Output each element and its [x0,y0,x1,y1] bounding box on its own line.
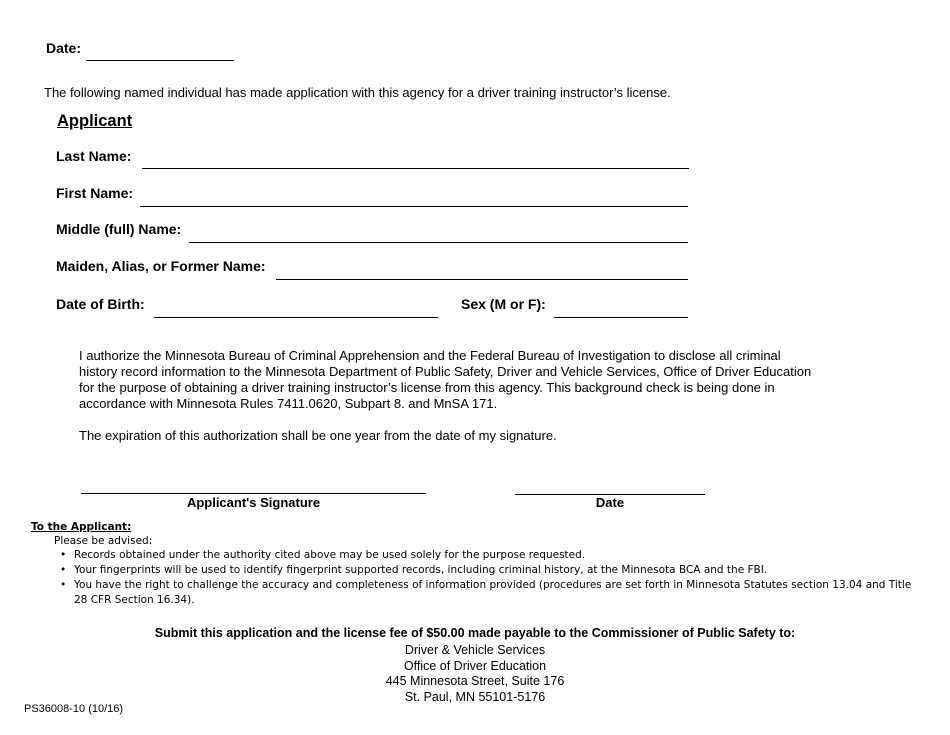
notice-list [54,548,914,608]
date-field[interactable] [86,60,234,61]
middle-name-field[interactable] [189,242,688,243]
applicant-heading: Applicant [57,112,133,130]
applicant-signature-label: Applicant's Signature [186,495,321,510]
first-name-field[interactable] [140,206,688,207]
dob-label: Date of Birth: [56,296,145,312]
dob-field[interactable] [154,317,438,318]
authorization-line: for the purpose of obtaining a driver training instructor’s license from this agency. This background check is being done in [79,380,775,395]
signature-date-label: Date [595,495,625,510]
expiration-text: The expiration of this authorization shall be one year from the date of my signature. [79,428,557,443]
list-item: • You have the right to challenge the accuracy and completeness of information provided (procedures are set forth in Minnesota Statutes section 13.04 and Title 28 CFR Section 16.34). [74,578,914,608]
mailing-address [0,643,950,705]
form-number: PS36008-10 (10/16) [24,703,124,715]
first-name-label: First Name: [56,185,134,201]
submission-instruction: Submit this application and the license fee of $50.00 made payable to the Commissioner of Public Safety to: [154,626,796,640]
authorization-line: history record information to the Minnesota Department of Public Safety, Driver and Vehicle Services, Office of Driver Education [79,364,812,379]
intro-text: The following named individual has made application with this agency for a driver training instructor’s license. [44,85,671,100]
authorization-line: accordance with Minnesota Rules 7411.0620, Subpart 8. and MnSA 171. [79,396,498,411]
middle-name-label: Middle (full) Name: [56,221,182,237]
maiden-name-label: Maiden, Alias, or Former Name: [56,258,266,274]
authorization-line: I authorize the Minnesota Bureau of Criminal Apprehension and the Federal Bureau of Investigation to disclose all criminal [79,348,781,363]
address-line: St. Paul, MN 55101-5176 [404,689,546,704]
list-item: • Records obtained under the authority cited above may be used solely for the purpose requested. [74,548,914,563]
address-line: Office of Driver Education [403,658,547,673]
sex-field[interactable] [554,317,688,318]
date-label: Date: [46,40,82,56]
sex-label: Sex (M or F): [461,296,546,312]
list-item: • Your fingerprints will be used to identify fingerprint supported records, including criminal history, at the Minnesota BCA and the FBI. [74,563,914,578]
applicant-signature-field[interactable] [81,493,426,494]
authorization-paragraph [79,348,839,412]
notice-advised: Please be advised: [54,535,153,547]
address-line: 445 Minnesota Street, Suite 176 [385,674,565,688]
maiden-name-field[interactable] [276,279,688,280]
notice-heading: To the Applicant: [31,521,132,533]
last-name-field[interactable] [142,168,689,169]
address-line: Driver & Vehicle Services [404,643,546,657]
last-name-label: Last Name: [56,148,132,164]
